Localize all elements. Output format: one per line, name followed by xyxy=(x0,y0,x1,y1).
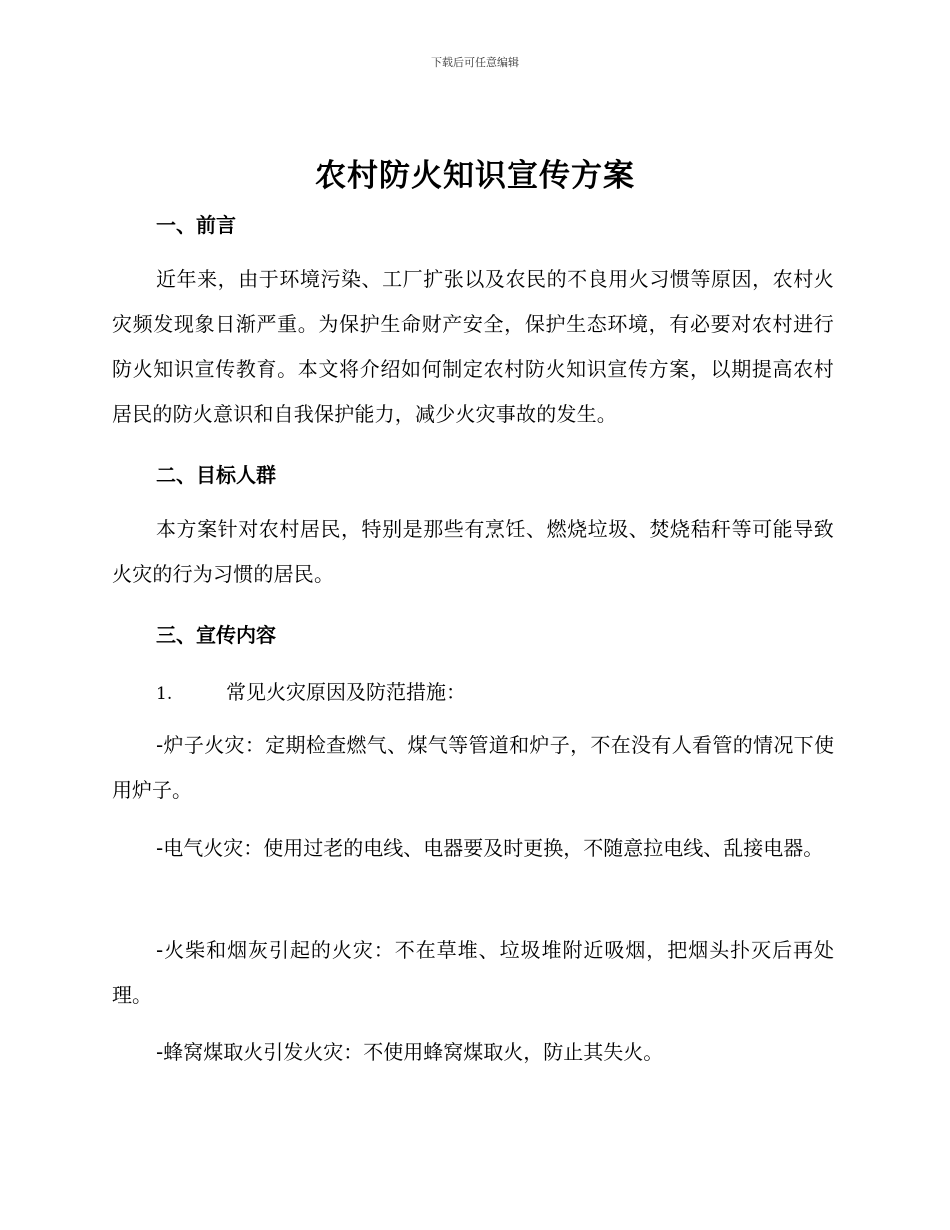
list-number: 1. xyxy=(156,684,173,704)
bullet-match-ash-fire: -火柴和烟灰引起的火灾：不在草堆、垃圾堆附近吸烟，把烟头扑灭后再处理。 xyxy=(112,938,834,1007)
bullet-stove-fire: -炉子火灾：定期检查燃气、煤气等管道和炉子，不在没有人看管的情况下使用炉子。 xyxy=(112,733,834,802)
bullet-honeycomb-coal-fire: -蜂窝煤取火引发火灾：不使用蜂窝煤取火，防止其失火。 xyxy=(156,1040,664,1064)
document-title: 农村防火知识宣传方案 xyxy=(315,158,635,194)
header-note: 下载后可任意编辑 xyxy=(431,56,519,69)
preface-paragraph: 近年来，由于环境污染、工厂扩张以及农民的不良用火习惯等原因，农村火灾频发现象日渐严重。为保护生命财产安全，保护生态环境，有必要对农村进行防火知识宣传教育。本文将介绍如何制定农村防火知识宣传方案，以期提高农村居民的防火意识和自我保护能力，减少火灾事故的发生。 xyxy=(112,267,834,426)
section-heading-preface: 一、前言 xyxy=(156,213,236,237)
list-item-1 xyxy=(156,676,466,705)
bullet-electrical-fire: -电气火灾：使用过老的电线、电器要及时更换，不随意拉电线、乱接电器。 xyxy=(156,836,824,860)
list-item-text: 常见火灾原因及防范措施： xyxy=(226,680,466,704)
section-heading-target-audience: 二、目标人群 xyxy=(156,463,276,487)
section-heading-campaign-content: 三、宣传内容 xyxy=(156,623,276,647)
target-audience-paragraph: 本方案针对农村居民，特别是那些有烹饪、燃烧垃圾、焚烧秸秆等可能导致火灾的行为习惯的居民。 xyxy=(112,517,834,586)
